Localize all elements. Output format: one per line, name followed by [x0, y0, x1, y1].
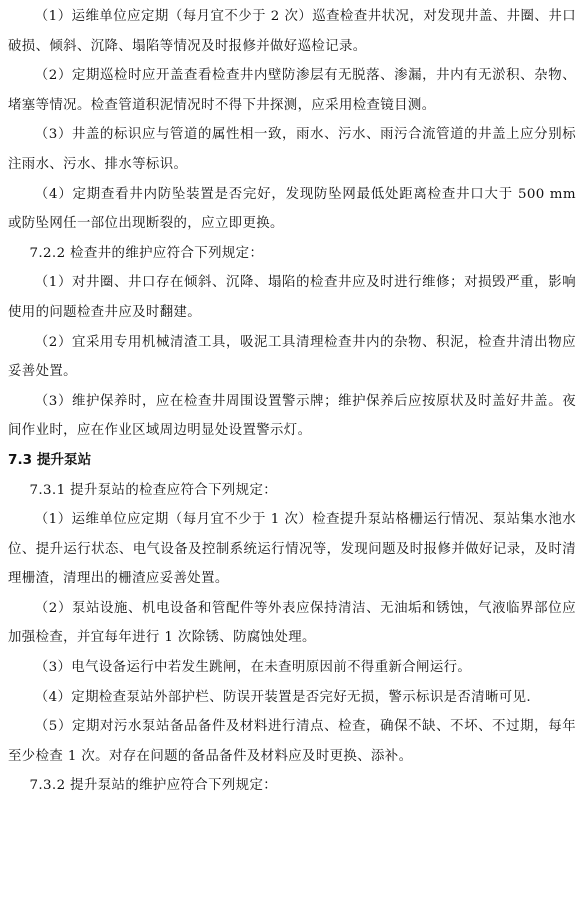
paragraph-well-repair: （1）对井圈、井口存在倾斜、沉降、塌陷的检查井应及时进行维修；对损毁严重，影响使用的问题检查井应及时翻建。: [8, 275, 576, 320]
paragraph-well-cleaning: （2）宜采用专用机械清渣工具，吸泥工具清理检查井内的杂物、积泥，检查井清出物应妥善处置。: [8, 334, 576, 380]
paragraph-anti-fall-device: （4）定期查看井内防坠装置是否完好，发现防坠网最低处距离检查井口大于 500 mm 或防坠网任一部位出现断裂的，应立即更换。: [8, 186, 576, 232]
document-body: [8, 2, 576, 801]
paragraph-inspection-well-interior: （2）定期巡检时应开盖查看检查井内壁防渗层有无脱落、渗漏，井内有无淤积、杂物、堵塞等情况。检查管道积泥情况时不得下井探测，应采用检查镜目测。: [8, 68, 576, 113]
paragraph-pump-station-cleanliness: （2）泵站设施、机电设备和管配件等外表应保持清洁、无油垢和锈蚀，气液临界部位应加强检查，并宜每年进行 1 次除锈、防腐蚀处理。: [8, 600, 576, 646]
paragraph-guardrail-check: （4）定期检查泵站外部护栏、防误开装置是否完好无损，警示标识是否清晰可见.: [34, 689, 532, 705]
paragraph-inspection-well-patrol: （1）运维单位应定期（每月宜不少于 2 次）巡查检查井状况，对发现井盖、井圈、井口破损、倾斜、沉降、塌陷等情况及时报修并做好巡检记录。: [8, 9, 576, 54]
paragraph-pump-station-check: （1）运维单位应定期（每月宜不少于 1 次）检查提升泵站格栅运行情况、泵站集水池水位、提升运行状态、电气设备及控制系统运行情况等，发现问题及时报修并做好记录，及时清理栅渣，清理出的栅渣应妥善处置。: [8, 512, 576, 587]
paragraph-electrical-trip: （3）电气设备运行中若发生跳闸，在未查明原因前不得重新合闸运行。: [34, 660, 472, 676]
clause-7-3-1-heading: 7.3.1 提升泵站的检查应符合下列规定：: [29, 482, 278, 498]
paragraph-manhole-cover-marking: （3）井盖的标识应与管道的属性相一致，雨水、污水、雨污合流管道的井盖上应分别标注雨水、污水、排水等标识。: [8, 127, 576, 172]
paragraph-maintenance-warning: （3）维护保养时，应在检查井周围设置警示牌；维护保养后应按原状及时盖好井盖。夜间作业时，应在作业区域周边明显处设置警示灯。: [8, 393, 576, 439]
clause-7-2-2-heading: 7.2.2 检查井的维护应符合下列规定：: [29, 245, 264, 261]
clause-7-3-2-heading: 7.3.2 提升泵站的维护应符合下列规定：: [29, 778, 278, 794]
paragraph-spare-parts-check: （5）定期对污水泵站备品备件及材料进行清点、检查，确保不缺、不坏、不过期，每年至少检查 1 次。对存在问题的备品备件及材料应及时更换、添补。: [8, 719, 576, 764]
section-7-3-title: 7.3 提升泵站: [8, 451, 92, 468]
